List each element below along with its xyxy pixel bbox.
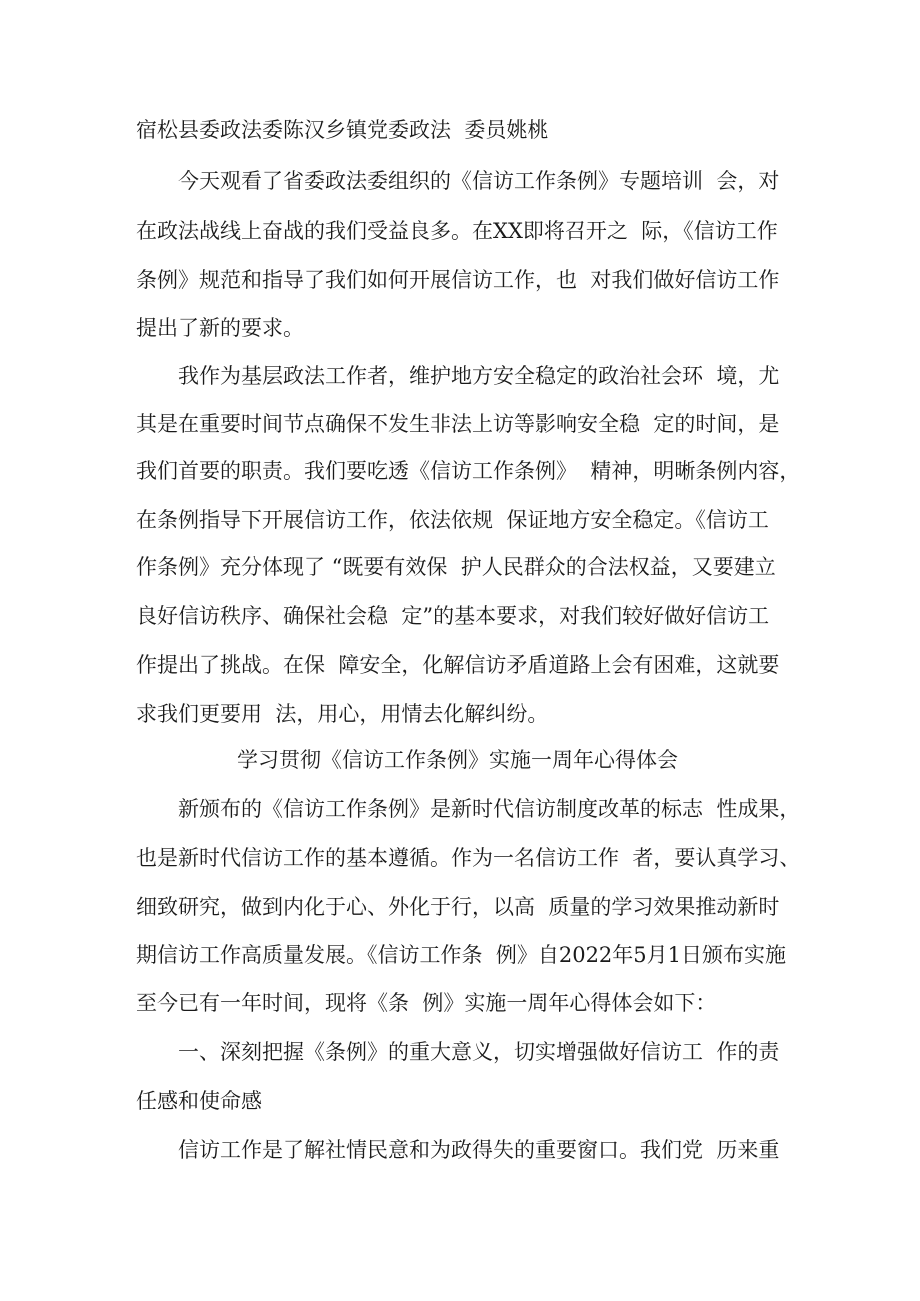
paragraph-line: 今天观看了省委政法委组织的《信访工作条例》专题培训 会，对 — [178, 169, 780, 193]
paragraph-line: 求我们更要用 法，用心，用情去化解纠纷。 — [136, 702, 549, 726]
paragraph-line: 在政法战线上奋战的我们受益良多。在XX即将召开之 际，《信访工作 — [136, 219, 778, 243]
paragraph-line: 期信访工作高质量发展。《信访工作条 例》自2022年5月1日颁布实施 — [136, 943, 787, 967]
paragraph-line: 一、深刻把握《条例》的重大意义，切实增强做好信访工 作的责 — [178, 1040, 780, 1064]
paragraph-line: 在条例指导下开展信访工作，依法依规 保证地方安全稳定。《信访工 — [136, 508, 769, 532]
paragraph-line: 作条例》充分体现了 “既要有效保 护人民群众的合法权益，又要建立 — [136, 555, 776, 579]
paragraph-line: 其是在重要时间节点确保不发生非法上访等影响安全稳 定的时间，是 — [136, 412, 780, 436]
paragraph-line: 条例》规范和指导了我们如何开展信访工作，也 对我们做好信访工作 — [136, 268, 780, 292]
paragraph-line: 信访工作是了解社情民意和为政得失的重要窗口。我们党 历来重 — [178, 1138, 780, 1162]
paragraph-line: 提出了新的要求。 — [136, 316, 304, 340]
paragraph-line: 我们首要的职责。我们要吃透《信访工作条例》 精神，明晰条例内容， — [136, 459, 801, 483]
paragraph-line: 至今已有一年时间，现将《条 例》实施一周年心得体会如下： — [136, 991, 717, 1015]
paragraph-line: 我作为基层政法工作者，维护地方安全稳定的政治社会环 境，尤 — [178, 364, 780, 388]
paragraph-line: 也是新时代信访工作的基本遵循。作为一名信访工作 者，要认真学习、 — [136, 846, 801, 870]
section-title: 学习贯彻《信访工作条例》实施一周年心得体会 — [237, 748, 678, 772]
paragraph-line: 作提出了挑战。在保 障安全，化解信访矛盾道路上会有困难，这就要 — [136, 653, 780, 677]
paragraph-line: 新颁布的《信访工作条例》是新时代信访制度改革的标志 性成果， — [178, 797, 801, 821]
paragraph-line: 良好信访秩序、确保社会稳 定”的基本要求，对我们较好做好信访工 — [136, 604, 770, 628]
author-line: 宿松县委政法委陈汉乡镇党委政法 委员姚桃 — [136, 118, 549, 142]
paragraph-line: 任感和使命感 — [136, 1089, 262, 1113]
paragraph-line: 细致研究，做到内化于心、外化于行，以高 质量的学习效果推动新时 — [136, 895, 780, 919]
